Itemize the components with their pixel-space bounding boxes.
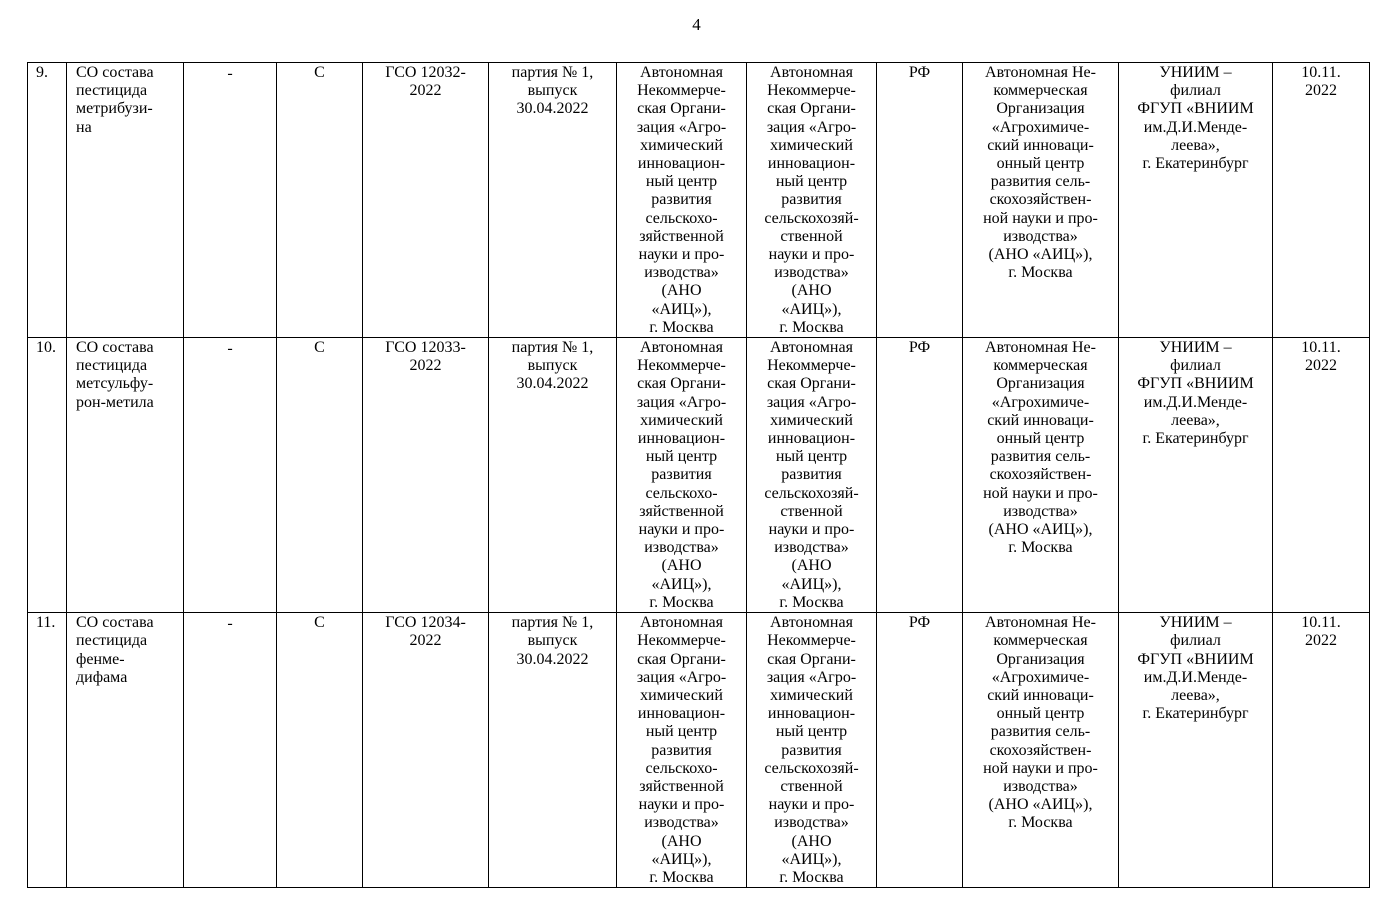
country-cell: РФ xyxy=(877,63,963,338)
registry-table xyxy=(27,62,1370,888)
batch-info: партия № 1, выпуск 30.04.2022 xyxy=(489,338,617,613)
manufacturer-org: Автономная Некоммерче- ская Органи- зация «Агро- химический инновацион- ный центр развития сельскохозяй- ственной науки и про- изводства» (АНО «АИЦ»), г. Москва xyxy=(747,613,877,888)
approval-date: 10.11. 2022 xyxy=(1273,613,1370,888)
page-number: 4 xyxy=(692,15,701,34)
approval-date: 10.11. 2022 xyxy=(1273,63,1370,338)
tester-org: УНИИМ – филиал ФГУП «ВНИИМ им.Д.И.Менде- леева», г. Екатеринбург xyxy=(1119,63,1273,338)
category-cell: С xyxy=(277,63,363,338)
table-row xyxy=(28,338,1370,613)
material-name: СО состава пестицида метсульфу- рон-метила xyxy=(67,338,184,613)
country-cell: РФ xyxy=(877,338,963,613)
dash-cell: - xyxy=(184,613,277,888)
developer-org: Автономная Некоммерче- ская Органи- зация «Агро- химический инновацион- ный центр развития сельскохо- зяйственной науки и про- изводства» (АНО «АИЦ»), г. Москва xyxy=(617,338,747,613)
developer-org: Автономная Некоммерче- ская Органи- зация «Агро- химический инновацион- ный центр развития сельскохо- зяйственной науки и про- изводства» (АНО «АИЦ»), г. Москва xyxy=(617,613,747,888)
material-name: СО состава пестицида фенме- дифама xyxy=(67,613,184,888)
row-number: 9. xyxy=(28,63,67,338)
gso-number: ГСО 12033- 2022 xyxy=(363,338,489,613)
tester-org: УНИИМ – филиал ФГУП «ВНИИМ им.Д.И.Менде- леева», г. Екатеринбург xyxy=(1119,613,1273,888)
category-cell: С xyxy=(277,338,363,613)
batch-info: партия № 1, выпуск 30.04.2022 xyxy=(489,613,617,888)
approval-date: 10.11. 2022 xyxy=(1273,338,1370,613)
applicant-org: Автономная Не- коммерческая Организация «Агрохимиче- ский инноваци- онный центр развития сель- скохозяйствен- ной науки и про- изводства» (АНО «АИЦ»), г. Москва xyxy=(963,63,1119,338)
developer-org: Автономная Некоммерче- ская Органи- зация «Агро- химический инновацион- ный центр развития сельскохо- зяйственной науки и про- изводства» (АНО «АИЦ»), г. Москва xyxy=(617,63,747,338)
batch-info: партия № 1, выпуск 30.04.2022 xyxy=(489,63,617,338)
category-cell: С xyxy=(277,613,363,888)
material-name: СО состава пестицида метрибузи- на xyxy=(67,63,184,338)
gso-number: ГСО 12032- 2022 xyxy=(363,63,489,338)
row-number: 11. xyxy=(28,613,67,888)
manufacturer-org: Автономная Некоммерче- ская Органи- зация «Агро- химический инновацион- ный центр развития сельскохозяй- ственной науки и про- изводства» (АНО «АИЦ»), г. Москва xyxy=(747,338,877,613)
row-number: 10. xyxy=(28,338,67,613)
table-row xyxy=(28,63,1370,338)
tester-org: УНИИМ – филиал ФГУП «ВНИИМ им.Д.И.Менде- леева», г. Екатеринбург xyxy=(1119,338,1273,613)
country-cell: РФ xyxy=(877,613,963,888)
applicant-org: Автономная Не- коммерческая Организация «Агрохимиче- ский инноваци- онный центр развития сель- скохозяйствен- ной науки и про- изводства» (АНО «АИЦ»), г. Москва xyxy=(963,613,1119,888)
table-row xyxy=(28,613,1370,888)
dash-cell: - xyxy=(184,338,277,613)
dash-cell: - xyxy=(184,63,277,338)
manufacturer-org: Автономная Некоммерче- ская Органи- зация «Агро- химический инновацион- ный центр развития сельскохозяй- ственной науки и про- изводства» (АНО «АИЦ»), г. Москва xyxy=(747,63,877,338)
applicant-org: Автономная Не- коммерческая Организация «Агрохимиче- ский инноваци- онный центр развития сель- скохозяйствен- ной науки и про- изводства» (АНО «АИЦ»), г. Москва xyxy=(963,338,1119,613)
gso-number: ГСО 12034- 2022 xyxy=(363,613,489,888)
